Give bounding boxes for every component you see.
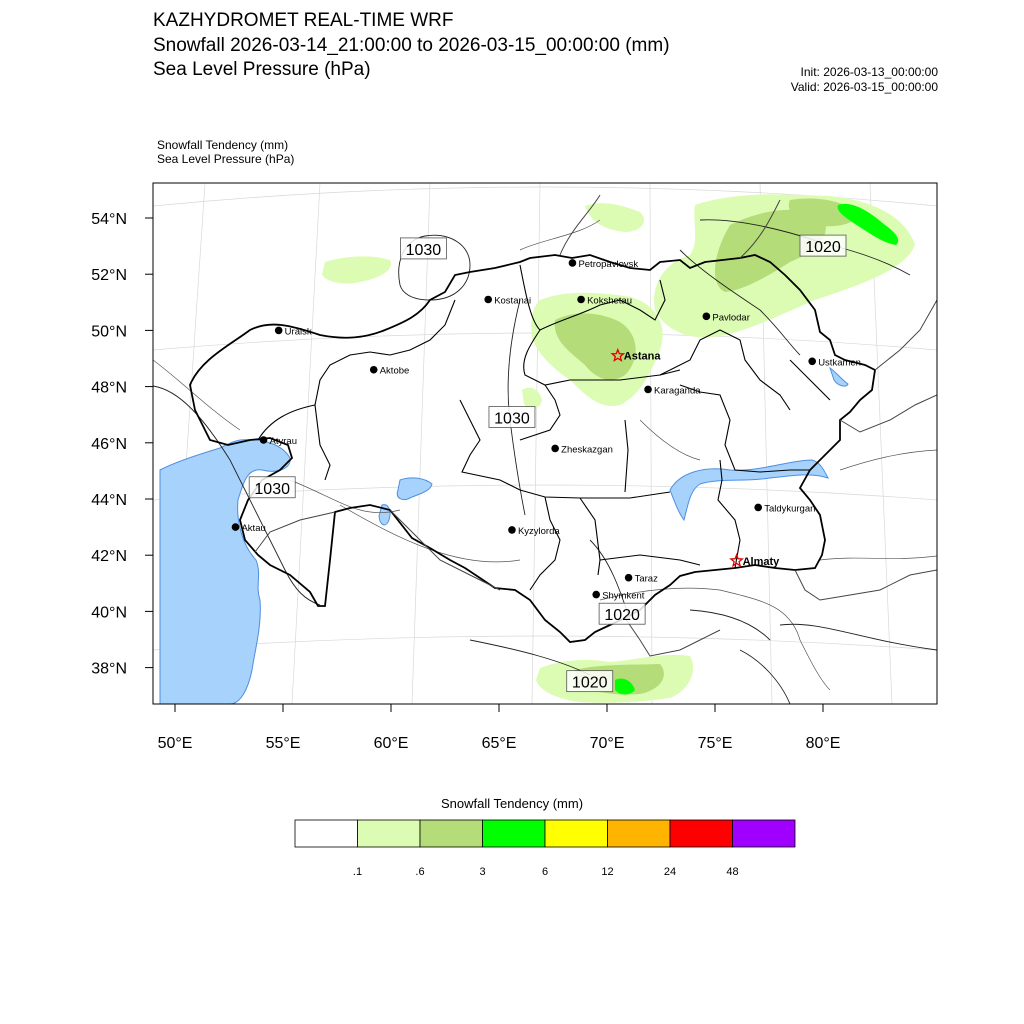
city-marker [754,503,815,514]
lon-tick-label: 65°E [481,735,517,752]
field-label-pressure: Sea Level Pressure (hPa) [157,152,295,166]
city-label: Kokshetau [587,295,632,307]
city-label: Taldykurgan [764,503,816,515]
isobar-label-text: 1020 [604,607,640,625]
city-label: Atyrau [269,435,298,447]
colorbar-label: 12 [601,866,614,878]
city-marker [644,385,701,396]
lake-zaisan [830,368,848,386]
city-dot-icon [260,436,268,444]
colorbar-label: .1 [352,866,363,878]
valid-time: Valid: 2026-03-15_00:00:00 [790,80,938,94]
lon-tick-label: 75°E [697,735,733,752]
city-label: Karaganda [654,385,701,397]
city-label: Pavlodar [712,312,750,324]
city-label: Kyzylorda [517,525,560,537]
city-dot-icon [275,327,283,335]
title-line-1: KAZHYDROMET REAL-TIME WRF [153,10,454,31]
city-label: Uralsk [284,326,312,338]
city-label: Ustkamen [818,357,861,369]
lon-tick-label: 80°E [805,735,841,752]
colorbar-label: 3 [479,866,486,878]
snowfall-areas [322,194,915,702]
colorbar-swatch [670,820,733,847]
city-label: Kostanai [494,295,532,307]
lat-tick-label: 48°N [91,379,127,397]
isobar-label [599,603,645,624]
lon-tick-label: 50°E [157,735,193,752]
city-label: Shymkent [602,590,645,602]
city-label: Aktau [241,523,266,535]
colorbar-swatch [545,820,608,847]
lat-tick-label: 44°N [91,492,127,509]
city-label: Almaty [742,555,780,568]
colorbar-label: .6 [415,866,425,878]
lon-tick-label: 60°E [373,735,409,752]
colorbar-swatch [608,820,671,847]
city-dot-icon [703,313,711,321]
city-marker [731,555,780,568]
title-line-3: Sea Level Pressure (hPa) [153,59,371,80]
city-marker [625,574,658,585]
city-dot-icon [484,296,492,304]
city-dot-icon [508,526,516,534]
city-dot-icon [370,366,378,374]
city-dot-icon [592,591,600,599]
city-marker [808,357,861,368]
city-label: Astana [623,350,661,363]
isobar-label-text: 1030 [494,410,530,428]
isobar-label-text: 1020 [571,674,608,692]
isobar-label [249,477,295,498]
city-label: Petropavlovsk [578,258,639,270]
city-label: Zheskazgan [561,444,613,456]
city-marker [484,295,531,306]
city-marker [370,366,409,377]
lat-tick-label: 50°N [91,323,127,341]
init-time: Init: 2026-03-13_00:00:00 [800,65,938,79]
city-dot-icon [232,523,240,531]
city-dot-icon [569,259,577,267]
colorbar-label: 24 [663,866,677,878]
city-marker [569,259,639,270]
isobar-label [567,671,613,692]
lat-tick-label: 54°N [91,211,127,228]
city-marker [275,326,312,337]
colorbar-swatch [483,820,546,847]
isobar-label-text: 1030 [405,241,442,259]
colorbar [295,820,795,847]
city-label: Aktobe [379,365,410,377]
colorbar-swatch [733,820,796,847]
lat-tick-label: 42°N [91,548,127,566]
city-marker [551,444,613,455]
city-dot-icon [625,574,633,582]
city-dot-icon [577,296,585,304]
isobar-label [400,238,446,259]
colorbar-swatch [358,820,421,847]
aral-sea [397,478,432,500]
field-label-snowfall: Snowfall Tendency (mm) [157,138,289,152]
lat-tick-label: 52°N [91,267,127,285]
lat-tick-label: 46°N [91,435,127,453]
lat-tick-label: 38°N [91,660,127,678]
city-dot-icon [644,386,652,394]
city-marker [508,526,560,537]
isobar-label-text: 1020 [805,239,841,257]
city-dot-icon [754,504,762,512]
title-line-2: Snowfall 2026-03-14_21:00:00 to 2026-03-15_00:00:00 (mm) [153,35,670,56]
city-dot-icon [551,445,559,453]
isobar-label [800,235,846,256]
city-dot-icon [808,358,816,366]
colorbar-swatch [295,820,358,847]
isobar-label [489,407,535,428]
colorbar-title: Snowfall Tendency (mm) [440,796,584,811]
colorbar-label: 6 [541,866,549,878]
lon-tick-label: 70°E [589,735,625,752]
colorbar-label: 48 [726,866,739,878]
lat-tick-label: 40°N [91,604,127,622]
city-label: Taraz [634,573,658,585]
colorbar-swatch [420,820,483,847]
lon-tick-label: 55°E [265,735,301,752]
isobar-label-text: 1030 [254,480,290,498]
